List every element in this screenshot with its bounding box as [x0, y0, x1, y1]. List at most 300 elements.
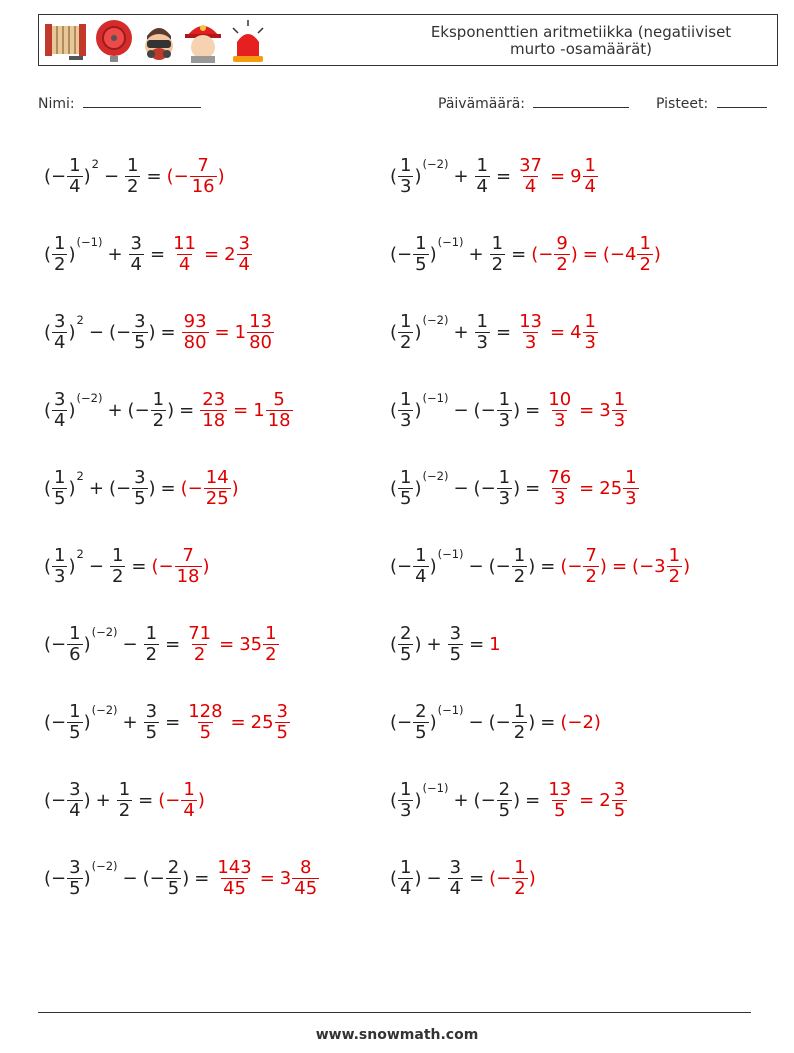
fraction: [398, 780, 413, 821]
denominator: 45: [294, 877, 318, 899]
paren: ): [83, 711, 91, 733]
paren: ): [68, 477, 76, 499]
fraction: [110, 546, 125, 587]
fraction: [67, 624, 82, 665]
numerator: 3: [69, 856, 81, 878]
fraction: [490, 234, 505, 275]
exponent: (−2): [91, 859, 118, 873]
fraction: [546, 390, 573, 431]
paren: ): [68, 555, 76, 577]
answer: [531, 234, 661, 275]
fraction: [151, 390, 166, 431]
fraction: [413, 234, 428, 275]
paren: (: [44, 399, 52, 421]
operator: +: [95, 789, 111, 811]
numerator: 2: [498, 778, 511, 800]
fraction: [52, 312, 67, 353]
operator: −: [88, 555, 104, 577]
denominator: 4: [130, 253, 142, 275]
paren: ): [414, 789, 422, 811]
fraction: [512, 546, 527, 587]
numerator: 1: [400, 388, 412, 410]
worksheet-title: Eksponenttien aritmetiikka (negatiiviset murto -osamäärät): [430, 23, 732, 58]
numerator: 76: [548, 466, 572, 488]
score-field: [656, 93, 767, 112]
problem-item: [390, 460, 640, 516]
operator: +: [107, 243, 123, 265]
fraction: [497, 780, 512, 821]
whole-number: 25: [599, 477, 623, 499]
denominator: 4: [178, 253, 191, 275]
paren: ): [528, 555, 536, 577]
numerator: 1: [69, 700, 81, 722]
problem-item: [44, 460, 239, 516]
equals-sign: =: [160, 321, 176, 343]
fraction: [144, 624, 159, 665]
paren: ): [83, 867, 91, 889]
operator: −: [122, 633, 138, 655]
numerator: 3: [54, 388, 66, 410]
paren: (: [142, 867, 150, 889]
numerator: 1: [183, 778, 195, 800]
answer: [545, 780, 628, 821]
denominator: 5: [400, 487, 412, 509]
denominator: 2: [513, 565, 526, 587]
equals-sign: =: [214, 321, 230, 343]
numerator: 2: [415, 700, 427, 722]
numerator: 13: [249, 310, 272, 332]
problem-item: [44, 304, 275, 360]
numerator: 1: [476, 154, 488, 176]
exponent: (−1): [437, 703, 464, 717]
numerator: 1: [69, 622, 81, 644]
name-field: [38, 93, 201, 112]
minus-sign: −: [51, 165, 67, 187]
fraction: [413, 702, 428, 743]
fraction: [52, 234, 67, 275]
paren: (: [44, 555, 52, 577]
denominator: 2: [152, 409, 165, 431]
answer: [560, 546, 690, 587]
fraction: [398, 468, 413, 509]
denominator: 2: [639, 253, 651, 275]
minus-sign: −: [397, 243, 413, 265]
paren: (: [390, 477, 398, 499]
paren: ): [414, 633, 422, 655]
paren: ): [429, 711, 437, 733]
paren: (: [180, 477, 188, 499]
paren: (: [390, 243, 398, 265]
fraction: [186, 624, 213, 665]
name-label: Nimi:: [38, 96, 75, 112]
minus-sign: −: [51, 867, 67, 889]
paren: (: [108, 321, 116, 343]
numerator: 1: [498, 388, 511, 410]
fraction: [204, 468, 231, 509]
paren: ): [182, 867, 190, 889]
denominator: 6: [69, 643, 81, 665]
fraction: [292, 858, 319, 899]
denominator: 2: [514, 877, 526, 899]
fraction: [497, 468, 512, 509]
numerator: 1: [145, 622, 158, 644]
numerator: 1: [513, 700, 526, 722]
numerator: 1: [400, 466, 412, 488]
numerator: 2: [400, 622, 412, 644]
denominator: 2: [668, 565, 681, 587]
numerator: 1: [54, 232, 66, 254]
fraction: [125, 156, 140, 197]
numerator: 1: [639, 232, 651, 254]
minus-sign: −: [397, 555, 413, 577]
score-blank[interactable]: [717, 93, 767, 108]
whole-number: 2: [599, 789, 611, 811]
exponent: (−2): [91, 703, 118, 717]
answer: [167, 156, 225, 197]
denominator: 5: [69, 877, 81, 899]
paren: ): [513, 789, 521, 811]
numerator: 1: [513, 544, 526, 566]
fraction: [144, 702, 159, 743]
numerator: 13: [548, 778, 572, 800]
numerator: 1: [476, 310, 488, 332]
fraction: [247, 312, 274, 353]
minus-sign: −: [51, 789, 67, 811]
denominator: 3: [400, 799, 412, 821]
equals-sign: =: [582, 243, 598, 265]
minus-sign: −: [639, 555, 655, 577]
denominator: 3: [498, 487, 511, 509]
operator: −: [88, 321, 104, 343]
minus-sign: −: [115, 321, 132, 343]
whole-number: 1: [234, 321, 247, 343]
paren: (: [127, 399, 135, 421]
denominator: 2: [145, 643, 158, 665]
fraction: [52, 468, 67, 509]
numerator: 3: [449, 856, 462, 878]
whole-number: 2: [224, 243, 236, 265]
firefighter-icon: [183, 18, 223, 64]
fraction: [475, 156, 490, 197]
numerator: 1: [265, 622, 277, 644]
numerator: 23: [202, 388, 226, 410]
answer: [151, 546, 209, 587]
operator: +: [88, 477, 104, 499]
exponent: 2: [76, 313, 84, 327]
minus-sign: −: [51, 711, 67, 733]
denominator: 5: [134, 487, 146, 509]
paren: (: [560, 711, 568, 733]
denominator: 2: [491, 253, 504, 275]
numerator: 13: [519, 310, 542, 332]
minus-sign: −: [165, 789, 181, 811]
denominator: 2: [400, 331, 412, 353]
paren: ): [83, 165, 91, 187]
exponent: (−1): [76, 235, 103, 249]
denominator: 2: [54, 253, 66, 275]
fraction: [554, 234, 569, 275]
fraction: [263, 624, 278, 665]
paren: (: [531, 243, 539, 265]
whole-number: 1: [253, 399, 265, 421]
fraction: [448, 858, 463, 899]
paren: ): [513, 399, 521, 421]
numerator: 3: [134, 310, 146, 332]
paren: (: [602, 243, 610, 265]
fraction: [583, 546, 598, 587]
denominator: 4: [54, 409, 66, 431]
answer: [185, 702, 291, 743]
denominator: 5: [145, 721, 158, 743]
equals-sign: =: [525, 789, 541, 811]
denominator: 5: [134, 331, 146, 353]
fraction: [166, 858, 181, 899]
paren: (: [166, 165, 174, 187]
answer: [214, 858, 320, 899]
denominator: 18: [202, 409, 226, 431]
date-blank[interactable]: [533, 93, 629, 108]
fraction: [398, 390, 413, 431]
problem-item: [390, 850, 536, 906]
equals-sign: =: [469, 867, 485, 889]
paren: (: [390, 399, 398, 421]
problem-item: [44, 538, 210, 594]
equals-sign: =: [525, 477, 541, 499]
answer: [560, 712, 601, 733]
fraction: [612, 390, 627, 431]
equals-sign: =: [160, 477, 176, 499]
paren: ): [231, 477, 239, 499]
denominator: 2: [556, 253, 568, 275]
operator: +: [122, 711, 138, 733]
minus-sign: −: [158, 555, 174, 577]
denominator: 3: [524, 331, 537, 353]
denominator: 4: [584, 175, 596, 197]
denominator: 5: [553, 799, 566, 821]
minus-sign: −: [567, 555, 583, 577]
paren: ): [68, 243, 76, 265]
equals-sign: =: [138, 789, 154, 811]
answer: [199, 390, 293, 431]
denominator: 80: [183, 331, 207, 353]
numerator: 1: [152, 388, 165, 410]
equals-sign: =: [579, 477, 595, 499]
paren: (: [473, 477, 481, 499]
minus-sign: −: [567, 711, 583, 733]
footer-divider: [38, 1012, 751, 1013]
denominator: 25: [205, 487, 229, 509]
answer: [545, 390, 628, 431]
whole-number: 35: [239, 633, 263, 655]
numerator: 10: [548, 388, 572, 410]
fraction: [67, 702, 82, 743]
fraction: [612, 780, 627, 821]
denominator: 4: [449, 877, 462, 899]
operator: +: [426, 633, 442, 655]
denominator: 3: [625, 487, 637, 509]
answer: [489, 858, 536, 899]
fraction: [512, 702, 527, 743]
paren: ): [217, 165, 225, 187]
denominator: 2: [111, 565, 124, 587]
paren: (: [390, 789, 398, 811]
paren: ): [148, 321, 156, 343]
numerator: 1: [498, 466, 511, 488]
numerator: 1: [400, 310, 412, 332]
numerator: 11: [173, 232, 196, 254]
numerator: 3: [145, 700, 158, 722]
answer: [185, 624, 279, 665]
paren: ): [414, 399, 422, 421]
denominator: 4: [183, 799, 195, 821]
exponent: (−1): [437, 547, 464, 561]
exponent: (−2): [422, 469, 449, 483]
fraction: [398, 312, 413, 353]
minus-sign: −: [538, 243, 554, 265]
problem-item: [44, 694, 291, 750]
operator: −: [426, 867, 442, 889]
exponent: (−2): [91, 625, 118, 639]
denominator: 2: [193, 643, 206, 665]
numerator: 128: [188, 700, 223, 722]
denominator: 2: [118, 799, 131, 821]
gas-mask-icon: [139, 18, 179, 64]
numerator: 143: [217, 856, 252, 878]
equals-sign: =: [579, 789, 595, 811]
numerator: 14: [205, 466, 229, 488]
answer: [170, 234, 253, 275]
numerator: 1: [584, 154, 596, 176]
operator: +: [453, 165, 469, 187]
numerator: 1: [415, 232, 427, 254]
header-icons: [43, 18, 269, 64]
numerator: 7: [585, 544, 597, 566]
fraction: [171, 234, 198, 275]
problem-item: [390, 772, 628, 828]
minus-sign: −: [187, 477, 203, 499]
equals-sign: =: [525, 399, 541, 421]
numerator: 1: [613, 388, 626, 410]
fraction: [623, 468, 638, 509]
equals-sign: =: [230, 711, 246, 733]
denominator: 45: [223, 877, 246, 899]
problem-item: [44, 772, 205, 828]
minus-sign: −: [609, 243, 626, 265]
problem-item: [44, 850, 320, 906]
fraction: [190, 156, 217, 197]
denominator: 4: [415, 565, 427, 587]
fraction: [52, 390, 67, 431]
equals-sign: =: [204, 243, 220, 265]
problem-item: [44, 226, 253, 282]
fraction: [398, 156, 413, 197]
denominator: 4: [69, 799, 81, 821]
fraction: [275, 702, 290, 743]
whole-number: 4: [625, 243, 637, 265]
denominator: 5: [415, 253, 427, 275]
paren: ): [593, 711, 601, 733]
fraction: [583, 312, 598, 353]
numerator: 1: [668, 544, 681, 566]
fire-alarm-bell-icon: [93, 18, 135, 64]
equals-sign: =: [219, 633, 235, 655]
paren: (: [44, 477, 52, 499]
equals-sign: =: [194, 867, 210, 889]
problem-item: [390, 148, 599, 204]
paren: ): [83, 633, 91, 655]
answer: [158, 780, 205, 821]
whole-number: 3: [599, 399, 611, 421]
paren: ): [167, 399, 175, 421]
numerator: 1: [625, 466, 637, 488]
equals-sign: =: [511, 243, 527, 265]
numerator: 1: [584, 310, 596, 332]
fraction: [546, 780, 573, 821]
paren: ): [528, 711, 536, 733]
paren: ): [528, 867, 536, 889]
name-blank[interactable]: [83, 93, 201, 108]
footer-url: www.snowmath.com: [315, 1027, 479, 1043]
numerator: 2: [167, 856, 180, 878]
numerator: 1: [111, 544, 124, 566]
denominator: 2: [513, 721, 526, 743]
fraction: [512, 858, 527, 899]
operator: +: [468, 243, 484, 265]
denominator: 18: [176, 565, 200, 587]
equals-sign: =: [233, 399, 249, 421]
paren: (: [390, 867, 398, 889]
equals-sign: =: [146, 165, 162, 187]
exponent: (−1): [437, 235, 464, 249]
denominator: 2: [127, 175, 139, 197]
whole-number: 4: [570, 321, 582, 343]
denominator: 5: [167, 877, 180, 899]
paren: (: [44, 243, 52, 265]
paren: (: [108, 477, 116, 499]
fraction: [413, 546, 428, 587]
minus-sign: −: [480, 477, 496, 499]
paren: ): [68, 399, 76, 421]
paren: (: [44, 633, 52, 655]
exponent: (−2): [422, 157, 449, 171]
paren: (: [488, 555, 496, 577]
equals-sign: =: [150, 243, 166, 265]
paren: (: [44, 321, 52, 343]
numerator: 1: [400, 154, 412, 176]
answer: [545, 468, 639, 509]
fraction: [200, 390, 227, 431]
whole-number: 2: [582, 711, 594, 733]
exponent: 2: [76, 469, 84, 483]
paren: ): [414, 477, 422, 499]
denominator: 5: [54, 487, 66, 509]
fire-hose-icon: [43, 18, 89, 64]
problem-item: [390, 538, 690, 594]
denominator: 4: [238, 253, 250, 275]
fraction: [448, 624, 463, 665]
paren: (: [158, 789, 166, 811]
paren: (: [560, 555, 568, 577]
fraction: [517, 312, 544, 353]
paren: ): [148, 477, 156, 499]
exponent: 2: [76, 547, 84, 561]
exponent: (−2): [76, 391, 103, 405]
answer: [489, 634, 500, 655]
denominator: 4: [524, 175, 537, 197]
paren: (: [151, 555, 159, 577]
denominator: 18: [267, 409, 291, 431]
denominator: 3: [584, 331, 596, 353]
